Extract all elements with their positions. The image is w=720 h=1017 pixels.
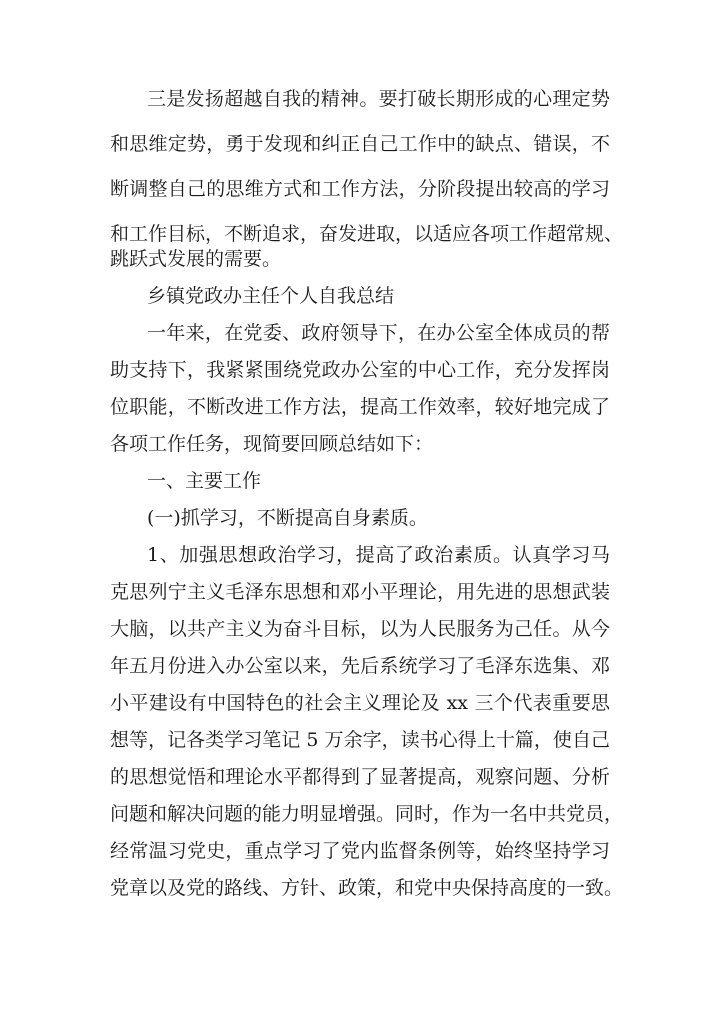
text-line: 想等，记各类学习笔记 5 万余字，读书心得上十篇，使自己 bbox=[110, 729, 610, 751]
text-line: 经常温习党史，重点学习了党内监督条例等，始终坚持学习 bbox=[110, 840, 610, 862]
text-line: 大脑，以共产主义为奋斗目标，以为人民服务为己任。从今 bbox=[110, 618, 610, 640]
text-line: 断调整自己的思维方式和工作方法，分阶段提出较高的学习 bbox=[110, 178, 610, 200]
section-heading: 一、主要工作 bbox=[147, 470, 262, 492]
text-line: 克思列宁主义毛泽东思想和邓小平理论，用先进的思想武装 bbox=[110, 581, 610, 603]
text-line: 助支持下，我紧紧围绕党政办公室的中心工作，充分发挥岗 bbox=[110, 359, 610, 381]
text-line: 三是发扬超越自我的精神。要打破长期形成的心理定势 bbox=[147, 88, 610, 110]
text-line: 1、加强思想政治学习，提高了政治素质。认真学习马 bbox=[147, 544, 610, 566]
text-line: 党章以及党的路线、方针、政策，和党中央保持高度的一致。 bbox=[110, 877, 624, 899]
text-line: 年五月份进入办公室以来，先后系统学习了毛泽东选集、邓 bbox=[110, 655, 610, 677]
text-line: 位职能，不断改进工作方法，提高工作效率，较好地完成了 bbox=[110, 396, 610, 418]
subsection-heading: (一)抓学习，不断提高自身素质。 bbox=[147, 507, 428, 529]
text-line: 和工作目标，不断追求，奋发进取，以适应各项工作超常规、 bbox=[110, 223, 624, 245]
text-line: 各项工作任务，现简要回顾总结如下： bbox=[110, 433, 434, 455]
section-heading: 乡镇党政办主任个人自我总结 bbox=[147, 285, 395, 307]
text-line: 小平建设有中国特色的社会主义理论及 xx 三个代表重要思 bbox=[110, 692, 610, 714]
text-line: 一年来，在党委、政府领导下，在办公室全体成员的帮 bbox=[147, 322, 610, 344]
text-line: 跳跃式发展的需要。 bbox=[110, 248, 282, 270]
text-line: 问题和解决问题的能力明显增强。同时，作为一名中共党员， bbox=[110, 803, 624, 825]
text-line: 的思想觉悟和理论水平都得到了显著提高，观察问题、分析 bbox=[110, 766, 610, 788]
text-line: 和思维定势，勇于发现和纠正自己工作中的缺点、错误，不 bbox=[110, 133, 610, 155]
